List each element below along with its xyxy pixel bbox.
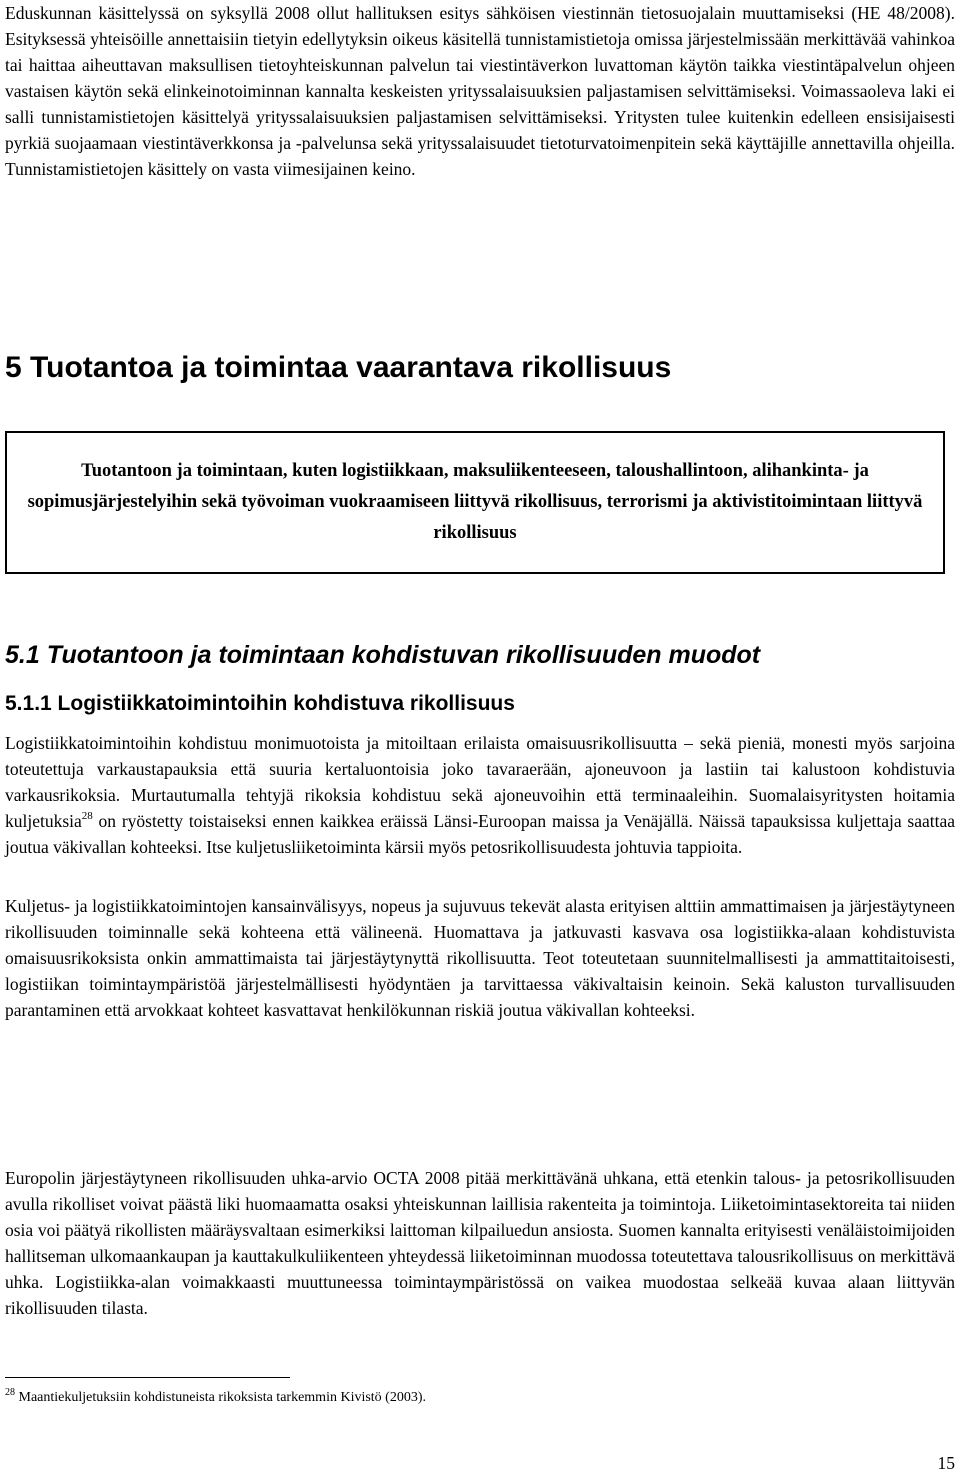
logistics-text-part-2: on ryöstetty toistaiseksi ennen kaikkea eräissä Länsi-Euroopan maissa ja Venäjällä. Näissä tapauksissa kuljettaja saattaa joutua väkivallan kohteeksi. Itse kuljetusliiketoiminta kärsii myös petosrikollisuudesta johtuvia tappioita. bbox=[5, 811, 955, 857]
footnote-text: Maantiekuljetuksiin kohdistuneista rikoksista tarkemmin Kivistö (2003). bbox=[18, 1390, 427, 1405]
europol-paragraph: Europolin järjestäytyneen rikollisuuden uhka-arvio OCTA 2008 pitää merkittävänä uhkana, että etenkin talous- ja petosrikollisuuden avulla rikolliset voivat päästä liki huomaamatta osaksi yhteiskunnan laillisia rakenteita ja toimintoja. Liiketoimintasektoreita tai niiden osia voi päätyä rikollisten määräysvaltaan esimerkiksi laittoman kilpailuedun ansiosta. Suomen kannalta erityisesti venäläistoimijoiden hallitseman ulkomaankaupan ja kauttakulkuliikenteen yhteydessä liiketoiminnan muodossa toteutettava talousrikollisuus on merkittävä uhka. Logistiikka-alan voimakkaasti muuttuneessa toimintaympäristössä on vaikea muodostaa selkeää kuvaa alaan liittyvän rikollisuuden tilasta. bbox=[5, 1168, 955, 1318]
international-paragraph: Kuljetus- ja logistiikkatoimintojen kansainvälisyys, nopeus ja sujuvuus tekevät alasta erityisen alttiin ammattimaisen ja järjestäytyneen rikollisuuden toiminnalle sekä kohteena että välineenä. Huomattava ja jatkuvasti kasvava osa logistiikka-alaan kohdistuvista omaisuusrikoksista onkin ammattimaista tai järjestäytynyttä rikollisuutta. Teot toteutetaan suunnitelmallisesti ja ammattitaitoisesti, logistiikan toimintaympäristöä järjestelmällisesti hyödyntäen ja tarvittaessa väkivaltaisin keinoin. Sekä kaluston turvallisuuden parantaminen että arvokkaat kohteet kasvattavat henkilökunnan riskiä joutua väkivallan kohteeksi. bbox=[5, 896, 955, 1020]
summary-box-text: Tuotantoon ja toimintaan, kuten logistiikkaan, maksuliikenteeseen, taloushallintoon, alihankinta- ja sopimusjärjestelyihin sekä työvoiman vuokraamiseen liittyvä rikollisuus, terrorismi ja aktivistitoimintaan liittyvä rikollisuus bbox=[27, 461, 923, 543]
summary-box bbox=[5, 431, 945, 574]
footnote-divider bbox=[5, 1377, 290, 1378]
intro-paragraph: Eduskunnan käsittelyssä on syksyllä 2008 ollut hallituksen esitys sähköisen viestinnän tietosuojalain muuttamiseksi (HE 48/2008). Esityksessä yhteisöille annettaisiin tietyin edellytyksin oikeus käsitellä tunnistamistietoja omissa järjestelmissään merkittävää vahinkoa tai haittaa aiheuttavan maksullisen tietoyhteiskunnan palvelun tai viestintäverkon luvattoman käytön taikka viestintäpalvelun ohjeen vastaisen käytön sekä elinkeinotoiminnan kannalta keskeisten yrityssalaisuuksien paljastamisen selvittämiseksi. Voimassaoleva laki ei salli tunnistamistietojen käsittelyä yrityssalaisuuksien paljastamisen selvittämiseksi. Yritysten tulee kuitenkin edelleen ensisijaisesti pyrkiä suojaamaan viestintäverkkonsa ja -palvelunsa sekä yrityssalaisuudet tietoturvatoimenpitein sekä käyttäjille annettavilla ohjeilla. Tunnistamistietojen käsittely on vasta viimesijainen keino. bbox=[5, 3, 955, 179]
subsection-heading: 5.1.1 Logistiikkatoimintoihin kohdistuva rikollisuus bbox=[5, 692, 515, 715]
chapter-heading: 5 Tuotantoa ja toimintaa vaarantava rikollisuus bbox=[5, 351, 672, 384]
logistics-text-part-1: Logistiikkatoimintoihin kohdistuu monimuotoista ja mitoiltaan erilaista omaisuusrikollisuutta – sekä pieniä, monesti myös sarjoina toteutettuja varkaustapauksia että suuria kertaluontoisia joko tavaraerään, ajoneuvoon ja lastiin tai kalustoon kohdistuvia varkausrikoksia. Murtautumalla tehtyjä rikoksia kohdistuu sekä ajoneuvoihin että terminaaleihin. Suomalaisyritysten hoitamia kuljetuksia bbox=[5, 733, 955, 831]
footnote-reference[interactable]: 28 bbox=[81, 810, 93, 822]
page-number: 15 bbox=[937, 1453, 955, 1473]
footnote-number: 28 bbox=[5, 1387, 15, 1398]
logistics-paragraph bbox=[5, 730, 955, 860]
section-heading: 5.1 Tuotantoon ja toimintaan kohdistuvan rikollisuuden muodot bbox=[5, 641, 761, 669]
footnote bbox=[5, 1388, 426, 1408]
